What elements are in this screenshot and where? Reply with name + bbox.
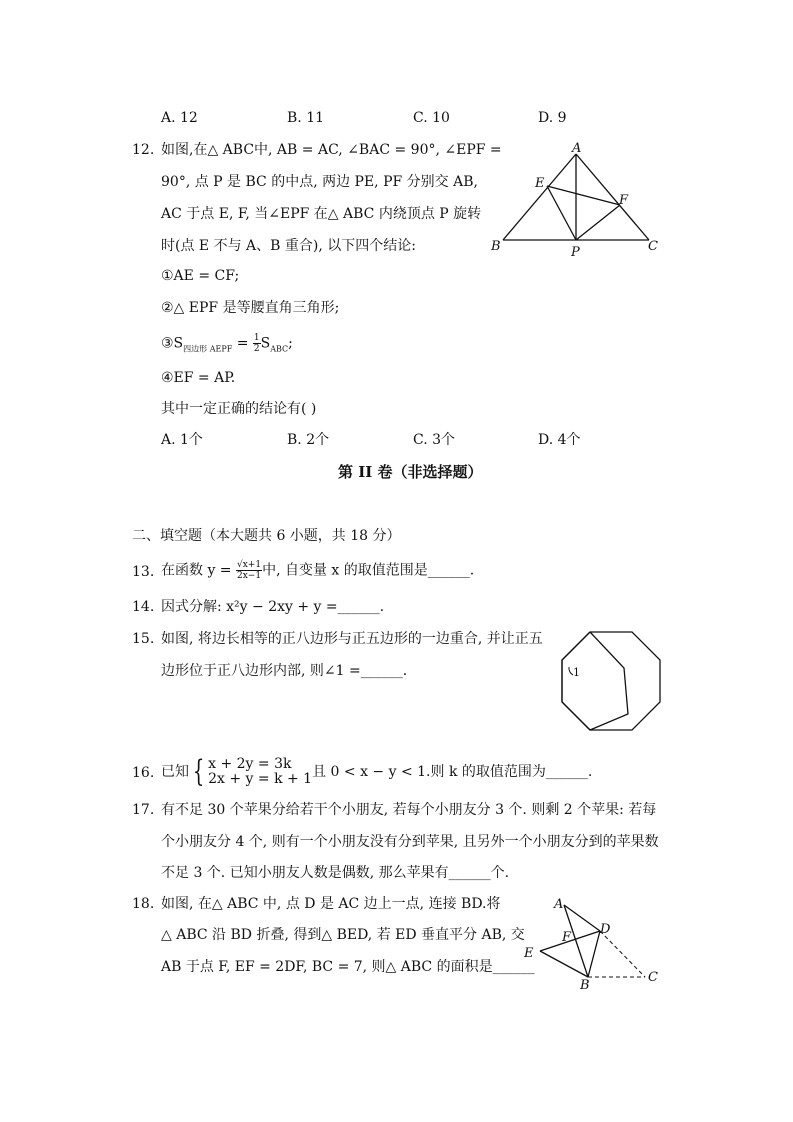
q15-number: 15. xyxy=(132,631,155,647)
q18-fold-figure xyxy=(520,893,665,993)
q12-option-c: C. 3个 xyxy=(413,432,456,448)
part2-title: 第 II 卷（非选择题） xyxy=(338,463,483,481)
section2-title: 二、填空题（本大题共 6 小题，共 18 分） xyxy=(132,528,401,544)
q14-text: 因式分解: x²y − 2xy + y =______. xyxy=(161,599,385,615)
q18-label-f: F xyxy=(562,930,572,945)
q16-suffix: 且 0 < x − y < 1.则 k 的取值范围为______. xyxy=(312,764,593,780)
q17-number: 17. xyxy=(132,802,155,818)
q18-label-d: D xyxy=(600,922,611,937)
q17-line-3: 不足 3 个. 已知小朋友人数是偶数, 那么苹果有______个. xyxy=(161,865,510,881)
label-f: F xyxy=(619,193,629,208)
q12-conclusion-2: ②△ EPF 是等腰直角三角形; xyxy=(161,300,340,316)
q13-fraction: $\frac{√x+1}{2x-1}$ xyxy=(237,560,262,581)
q18-label-a: A xyxy=(554,897,564,912)
label-c: C xyxy=(648,239,658,254)
q12-conclusion-1: ①AE = CF; xyxy=(161,268,240,284)
q18-number: 18. xyxy=(132,896,155,912)
label-e: E xyxy=(535,176,545,191)
q14-number: 14. xyxy=(132,599,155,615)
q16-prefix: 已知 xyxy=(161,764,189,780)
q13-number: 13. xyxy=(132,564,155,580)
q12-conclusion-4: ④EF = AP. xyxy=(161,370,236,386)
q12-option-b: B. 2个 xyxy=(287,432,330,448)
c3-sub: 四边形 AEPF xyxy=(183,344,233,354)
q11-option-c: C. 10 xyxy=(413,110,450,126)
q13-text xyxy=(161,560,474,581)
c3-sub2: ABC xyxy=(270,344,289,354)
q11-option-b: B. 11 xyxy=(287,110,325,126)
q16-number: 16. xyxy=(132,765,155,781)
q12-option-a: A. 1个 xyxy=(161,432,203,448)
label-b: B xyxy=(491,239,501,254)
q11-option-a: A. 12 xyxy=(161,110,198,126)
angle-1-label: 1 xyxy=(573,666,580,679)
q12-line-1: 如图,在△ ABC中, AB = AC, ∠BAC = 90°, ∠EPF = xyxy=(161,142,502,158)
q12-line-3: AC 于点 E, F, 当∠EPF 在△ ABC 内绕顶点 P 旋转 xyxy=(161,206,482,222)
q12-line-4: 时(点 E 不与 A、B 重合), 以下四个结论: xyxy=(161,238,416,254)
q17-line-2: 个小朋友分 4 个, 则有一个小朋友没有分到苹果, 且另外一个小朋友分到的苹果数 xyxy=(161,834,659,850)
q18-label-b: B xyxy=(580,978,590,993)
q13-suffix: 中, 自变量 x 的取值范围是______. xyxy=(262,562,475,579)
q15-line-2: 边形位于正八边形内部, 则∠1 =______. xyxy=(161,663,408,679)
c3-end: ; xyxy=(288,335,293,352)
q13-prefix: 在函数 y = xyxy=(161,562,236,579)
label-p: P xyxy=(571,245,580,260)
q18-label-c: C xyxy=(648,970,658,985)
q12-triangle-figure xyxy=(485,140,665,262)
q12-option-d: D. 4个 xyxy=(538,432,581,448)
q12-conclusion-3 xyxy=(161,333,293,358)
q12-line-2: 90°, 点 P 是 BC 的中点, 两边 PE, PF 分别交 AB, xyxy=(161,174,478,190)
q16-system: x + 2y = 3k 2x + y = k + 1 xyxy=(208,756,313,787)
q11-option-d: D. 9 xyxy=(538,110,567,126)
q18-label-e: E xyxy=(524,946,534,961)
c3-fraction: $\frac{1}{2}$ xyxy=(253,333,260,354)
q12-number: 12. xyxy=(132,142,155,158)
c3-s: ③S xyxy=(161,335,184,352)
q12-prompt: 其中一定正确的结论有( ) xyxy=(161,401,317,417)
q15-octagon-pentagon-figure xyxy=(560,630,662,732)
q18-line-1: 如图, 在△ ABC 中, 点 D 是 AC 边上一点, 连接 BD.将 xyxy=(161,896,501,912)
q18-line-2: △ ABC 沿 BD 折叠, 得到△ BED, 若 ED 垂直平分 AB, 交 xyxy=(161,927,525,943)
c3-s2: S xyxy=(260,335,271,352)
q15-line-1: 如图, 将边长相等的正八边形与正五边形的一边重合, 并让正五 xyxy=(161,631,543,647)
q16-brace: { xyxy=(192,754,205,789)
label-a: A xyxy=(572,141,582,156)
q18-line-3: AB 于点 F, EF = 2DF, BC = 7, 则△ ABC 的面积是______ xyxy=(161,959,535,975)
q16-text xyxy=(161,752,592,792)
c3-eq: = xyxy=(232,335,253,352)
q17-line-1: 有不足 30 个苹果分给若干个小朋友, 若每个小朋友分 3 个. 则剩 2 个苹果: 若每 xyxy=(161,802,657,818)
